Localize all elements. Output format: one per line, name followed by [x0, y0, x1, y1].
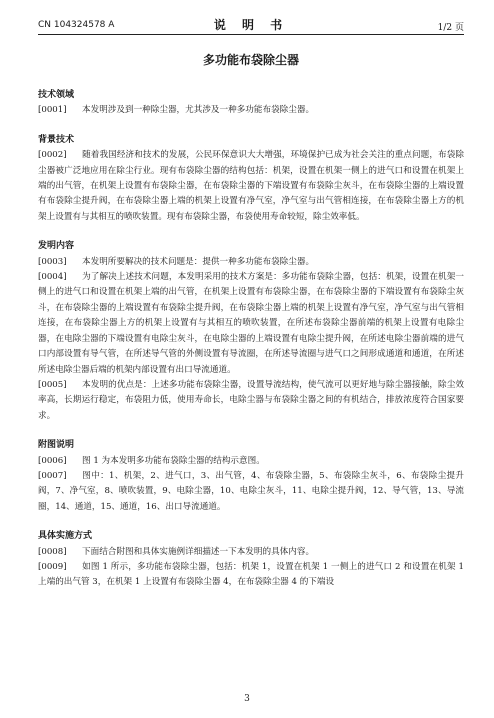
paragraph-text: 本发明涉及到一种除尘器，尤其涉及一种多功能布袋除尘器。 — [82, 105, 315, 116]
paragraph-text: 本发明所要解决的技术问题是：提供一种多功能布袋除尘器。 — [82, 256, 315, 267]
document-body — [38, 88, 464, 591]
paragraph-number: [0004] — [38, 272, 67, 283]
paragraph-number: [0009] — [38, 561, 67, 572]
paragraph — [38, 545, 464, 560]
section-gap — [38, 225, 464, 239]
paragraph — [38, 148, 464, 225]
paragraph-text: 随着我国经济和技术的发展，公民环保意识大大增强，环境保护已成为社会关注的重点问题，布袋除尘器被广泛地应用在除尘行业。现有布袋除尘器的结构包括：机架，设置在机架一侧上的进气口和设置在机架上端的出气管，在机架上设置有布袋除尘器，在布袋除尘器的下端设置有布袋除尘灰斗，在布袋除尘器的上端设置有布袋除尘提升阀，在布袋除尘器上端的机架上设置有净气室，净气室与出气管相连接，在布袋除尘器上方的机架上设置有与其相互的喷吹装置。现有布袋除尘器，布袋使用寿命较短，除尘效率低。 — [38, 150, 464, 222]
doc-type: 说 明 书 — [213, 18, 289, 32]
paragraph-number: [0008] — [38, 546, 67, 557]
paragraph-text: 下面结合附图和具体实施例详细描述一下本发明的具体内容。 — [82, 546, 315, 557]
paragraph-number: [0003] — [38, 256, 67, 267]
paragraph-number: [0007] — [38, 470, 67, 481]
paragraph-number: [0001] — [38, 105, 67, 116]
paragraph — [38, 270, 464, 378]
page-number: 3 — [244, 694, 250, 704]
document-title: 多功能布袋除尘器 — [202, 53, 299, 67]
section-gap — [38, 515, 464, 529]
paragraph — [38, 560, 464, 591]
paragraph-number: [0005] — [38, 379, 67, 390]
paragraph-number: [0002] — [38, 150, 67, 161]
section-gap — [38, 424, 464, 438]
paragraph-text: 图中：1、机架，2、进气口，3、出气管，4、布袋除尘器，5、布袋除尘灰斗，6、布袋除尘提升阀，7、净气室，8、喷吹装置，9、电除尘器，10、电除尘灰斗，11、电除尘提升阀，12、导气管，13、导流圈，14、通道，15、通道，16、出口导流通道。 — [38, 470, 464, 512]
section-heading: 背景技术 — [38, 134, 75, 145]
section-heading: 发明内容 — [38, 241, 75, 252]
paragraph-text: 如图 1 所示，多功能布袋除尘器，包括：机架 1，设置在机架 1 一侧上的进气口 2 和设置在机架 1 上端的出气管 3，在机架 1 上设置有布袋除尘器 4，在布袋除尘器 4 的下端设 — [38, 561, 464, 588]
paragraph-text: 本发明的优点是：上述多功能布袋除尘器，设置导流结构，使气流可以更好地与除尘器接触，除尘效率高，长期运行稳定，布袋阻力低，使用寿命长，电除尘器与布袋除尘器之间的有机结合，排放浓度符合国家要求。 — [38, 379, 464, 421]
paragraph — [38, 255, 464, 270]
paragraph — [38, 378, 464, 424]
page-indicator: 1/2 页 — [437, 23, 464, 33]
paragraph-number: [0006] — [38, 455, 67, 466]
section-heading: 技术领域 — [38, 90, 75, 100]
page-header — [38, 16, 464, 34]
paragraph — [38, 469, 464, 515]
section-heading: 附图说明 — [38, 440, 75, 451]
doc-number: CN 104324578 A — [38, 20, 115, 30]
paragraph — [38, 454, 464, 469]
header-rule — [38, 34, 464, 35]
section-heading: 具体实施方式 — [38, 531, 93, 542]
section-gap — [38, 119, 464, 133]
paragraph-text: 为了解决上述技术问题，本发明采用的技术方案是：多功能布袋除尘器，包括：机架，设置在机架一侧上的进气口和设置在机架上端的出气管，在机架上设置有布袋除尘器，在布袋除尘器的下端设置有布袋除尘灰斗，在布袋除尘器的上端设置有布袋除尘提升阀，在布袋除尘器上端的机架上设置有净气室，净气室与出气管相连接，在布袋除尘器上方的机架上设置有与其相互的喷吹装置，在所述布袋除尘器前端的机架上设置有电除尘器，在电除尘器的下端设置有电除尘灰斗，在电除尘器的上端设置有电除尘提升阀，在所述电除尘器前端的进气口内部设置有导气管，在所述导气管的外侧设置有导流圈，在所述导流圈与进气口之间形成通道和通道，在所述所述电除尘器后端的机架内部设置有出口导流通道。 — [38, 272, 464, 375]
paragraph-text: 图 1 为本发明多功能布袋除尘器的结构示意图。 — [82, 455, 265, 466]
paragraph — [38, 103, 464, 118]
